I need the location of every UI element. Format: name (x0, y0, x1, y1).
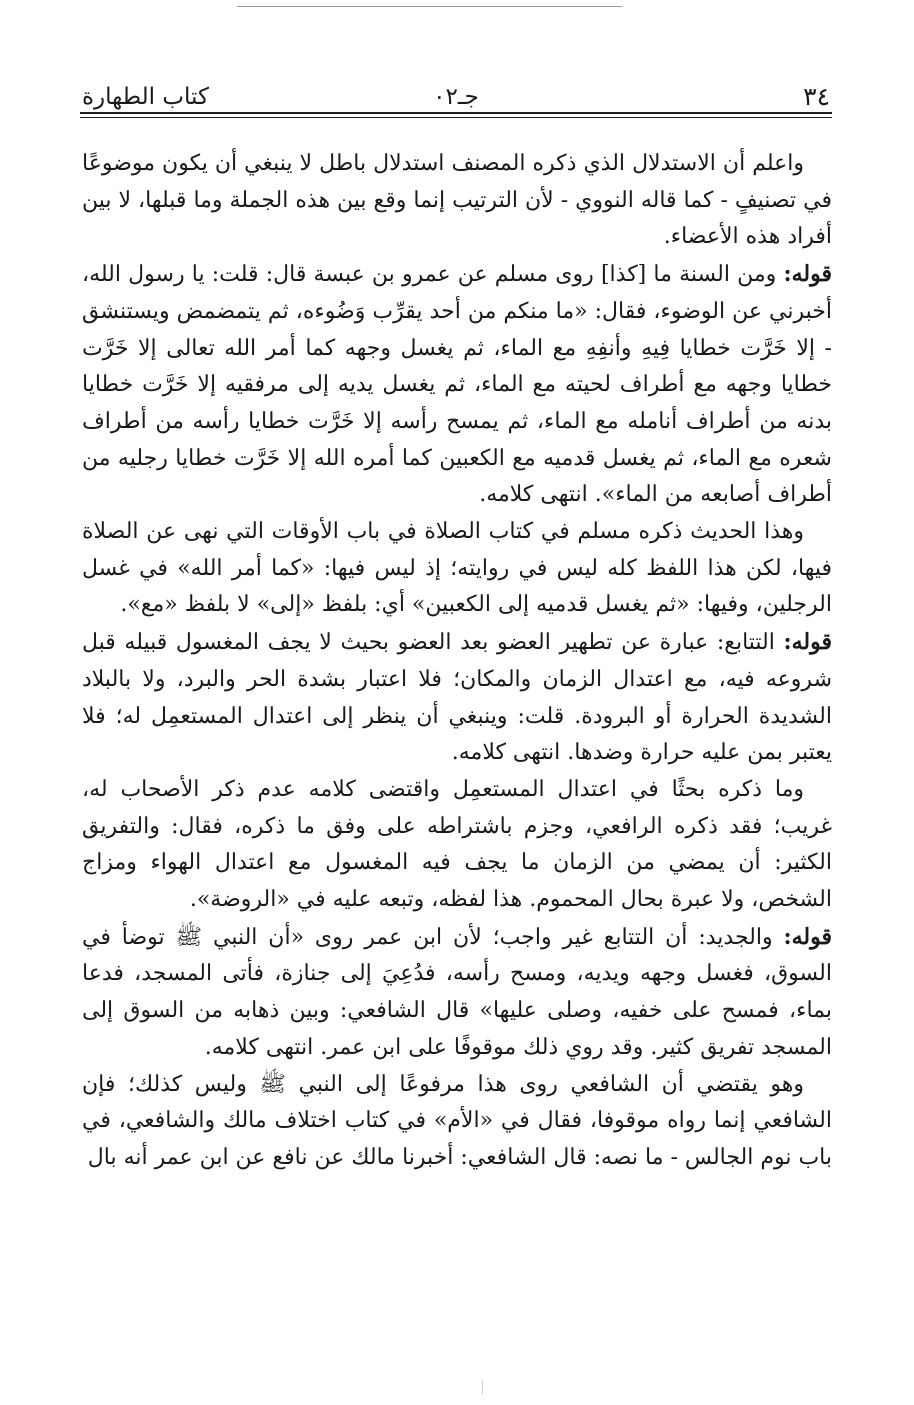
paragraph-lead: قوله: (783, 629, 832, 656)
paragraph-1 (82, 146, 832, 256)
paragraph-7 (82, 1067, 832, 1177)
paragraph-text: وهو يقتضي أن الشافعي روى هذا مرفوعًا إلى النبي ﷺ وليس كذلك؛ فإن الشافعي إنما رواه موقوفا، فقال في «الأم» في كتاب اختلاف مالك والشافعي، في باب نوم الجالس - ما نصه: قال الشافعي: أخبرنا مالك عن نافع عن ابن عمر أنه بال (82, 1071, 832, 1170)
page-header (80, 78, 832, 118)
volume-label: جـ٠٢ (433, 84, 479, 110)
paragraph-lead: قوله: (783, 923, 832, 950)
page-body (82, 146, 832, 1336)
paragraph-2 (82, 256, 832, 514)
paragraph-text: وما ذكره بحثًا في اعتدال المستعمِل واقتضى كلامه عدم ذكر الأصحاب له، غريب؛ فقد ذكره الرافعي، وجزم باشتراطه على وفق ما ذكره، فقال: والتفريق الكثير: أن يمضي من الزمان ما يجف فيه المغسول مع اعتدال الهواء ومزاج الشخص، ولا عبرة بحال المحموم. هذا لفظه، وتبعه عليه في «الروضة». (82, 776, 832, 913)
book-title: كتاب الطهارة (82, 84, 209, 110)
paragraph-text: والجديد: أن التتابع غير واجب؛ لأن ابن عمر روى «أن النبي ﷺ توضأ في السوق، فغسل وجهه ويديه، ومسح رأسه، فدُعِيَ إلى جنازة، فأتى المسجد، فدعا بماء، فمسح على خفيه، وصلى عليها» قال الشافعي: وبين ذهابه من السوق إلى المسجد تفريق كثير. وقد روي ذلك موقوفًا على ابن عمر. انتهى كلامه. (82, 924, 832, 1060)
paragraph-6 (82, 919, 832, 1067)
page-number: ٣٤ (803, 82, 830, 111)
paragraph-text: ومن السنة ما [كذا] روى مسلم عن عمرو بن عبسة قال: قلت: يا رسول الله، أخبرني عن الوضوء، فقال: «ما منكم من أحد يقرِّب وَضُوءه، ثم يتمضمض ويستنشق - إلا خَرَّت خطايا فِيهِ وأنفِهِ مع الماء، ثم يغسل وجهه كما أمر الله تعالى إلا خَرَّت خطايا وجهه مع أطراف لحيته مع الماء، ثم يغسل يديه إلى مرفقيه إلا خَرَّت خطايا بدنه من أطراف أنامله مع الماء، ثم يمسح رأسه إلا خَرَّت خطايا رأسه من أطراف شعره مع الماء، ثم يغسل قدميه مع الكعبين كما أمره الله إلا خَرَّت خطايا رجليه من أطراف أصابعه من الماء». انتهى كلامه. (82, 262, 832, 508)
paragraph-4 (82, 624, 832, 772)
paragraph-text: واعلم أن الاستدلال الذي ذكره المصنف استدلال باطل لا ينبغي أن يكون موضوعًا في تصنيفٍ - كما قاله النووي - لأن الترتيب إنما وقع بين هذه الجملة وما قبلها، لا بين أفراد هذه الأعضاء. (82, 151, 832, 250)
paragraph-lead: قوله: (783, 261, 832, 288)
paragraph-text: وهذا الحديث ذكره مسلم في كتاب الصلاة في باب الأوقات التي نهى عن الصلاة فيها، لكن هذا اللفظ كله ليس في روايته؛ إذ ليس فيها: «كما أمر الله» في غسل الرجلين، وفيها: «ثم يغسل قدميه إلى الكعبين» أي: بلفظ «إلى» لا بلفظ «مع». (82, 519, 832, 618)
paragraph-text: التتابع: عبارة عن تطهير العضو بعد العضو بحيث لا يجف المغسول قبيله قبل شروعه فيه، مع اعتدال الزمان والمكان؛ فلا اعتبار بشدة الحر والبرد، ولا بالبلاد الشديدة الحرارة أو البرودة. قلت: وينبغي أن ينظر إلى اعتدال المستعمِل له؛ فلا يعتبر بمن عليه حرارة وضدها. انتهى كلامه. (82, 630, 832, 766)
header-rule-thin (80, 117, 832, 118)
paragraph-5 (82, 772, 832, 919)
header-rule-thick (80, 112, 832, 114)
top-scan-line (237, 6, 622, 7)
paragraph-3 (82, 514, 832, 624)
bottom-scan-mark (482, 1380, 483, 1394)
